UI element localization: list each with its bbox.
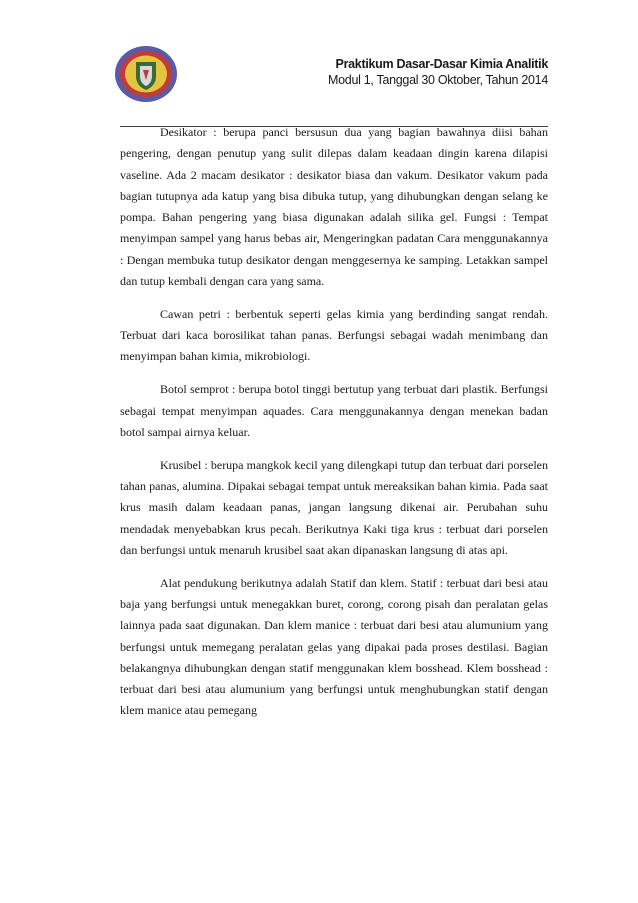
document-body	[120, 122, 548, 722]
paragraph-statif-klem: Alat pendukung berikutnya adalah Statif dan klem. Statif : terbuat dari besi atau baja yang berfungsi untuk menegakkan buret, corong, corong pisah dan peralatan gelas lainnya pada saat digunakan. Dan klem manice : terbuat dari besi atau alumunium yang berfungsi untuk memegang peralatan gelas yang dipakai pada proses destilasi. Bagian belakangnya dihubungkan dengan statif menggunakan klem bosshead. Klem bosshead : terbuat dari besi atau alumunium yang berfungsi untuk menghubungkan statif dengan klem manice atau pemegang	[120, 575, 548, 718]
document-header	[328, 56, 548, 89]
header-subtitle: Modul 1, Tanggal 30 Oktober, Tahun 2014	[328, 73, 548, 87]
university-logo-icon	[114, 44, 178, 104]
paragraph-krusibel: Krusibel : berupa mangkok kecil yang dilengkapi tutup dan terbuat dari porselen tahan panas, alumina. Dipakai sebagai tempat untuk mereaksikan bahan kimia. Pada saat krus masih dalam keadaan panas, jangan langsung dikenai air. Perubahan suhu mendadak menyebabkan krus pecah. Berikutnya Kaki tiga krus : terbuat dari porselen dan berfungsi untuk menaruh krusibel saat akan dipanaskan langsung di atas api.	[120, 457, 548, 557]
paragraph-cawan-petri: Cawan petri : berbentuk seperti gelas kimia yang berdinding sangat rendah. Terbuat dari kaca borosilikat tahan panas. Berfungsi sebagai wadah menimbang dan menyimpan bahan kimia, mikrobiologi.	[120, 306, 548, 364]
header-title: Praktikum Dasar-Dasar Kimia Analitik	[335, 57, 548, 71]
paragraph-botol-semprot: Botol semprot : berupa botol tinggi bertutup yang terbuat dari plastik. Berfungsi sebagai tempat menyimpan aquades. Cara menggunakannya dengan menekan badan botol sampai airnya keluar.	[120, 382, 548, 439]
paragraph-desikator: Desikator : berupa panci bersusun dua yang bagian bawahnya diisi bahan pengering, dengan penutup yang sulit dilepas dalam keadaan dingin karena dilapisi vaseline. Ada 2 macam desikator : desikator biasa dan vakum. Desikator vakum pada bagian tutupnya ada katup yang bisa dibuka tutup, yang dihubungkan dengan selang ke pompa. Bahan pengering yang biasa digunakan adalah silika gel. Fungsi : Tempat menyimpan sampel yang harus bebas air, Mengeringkan padatan Cara menggunakannya : Dengan membuka tutup desikator dengan menggesernya ke samping. Letakkan sampel dan tutup kembali dengan cara yang sama.	[120, 125, 548, 289]
